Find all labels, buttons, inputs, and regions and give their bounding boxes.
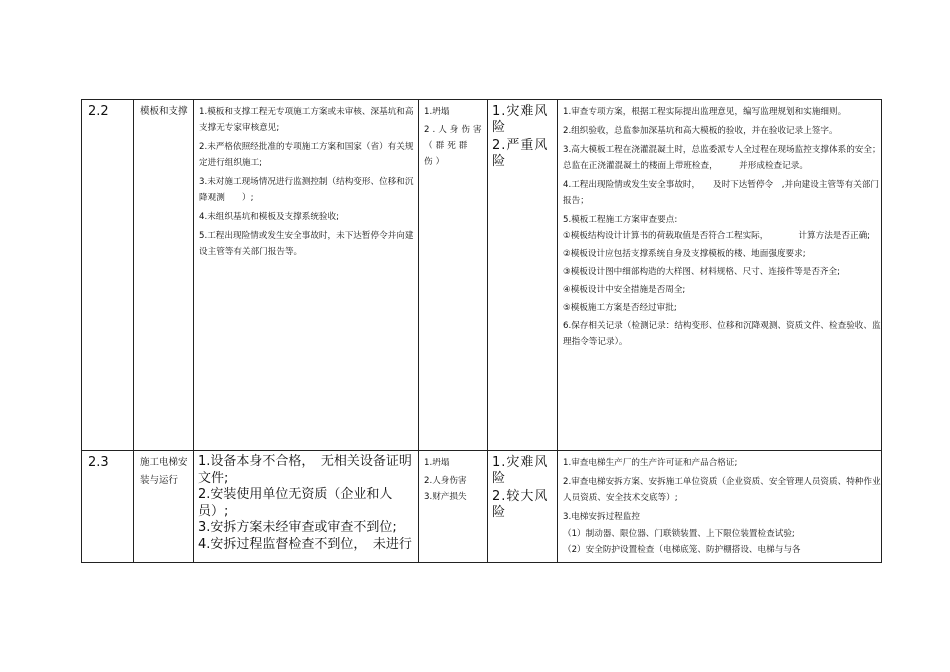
measure-cell bbox=[558, 100, 894, 451]
measure-item: ⑤模板施工方案是否经过审批; bbox=[563, 303, 677, 313]
risk-level-cell bbox=[488, 100, 558, 451]
measure-item: 1.审查专项方案，根据工程实际提出监理意见，编写监理规划和实施细则。 bbox=[563, 107, 847, 117]
hazard-name: 模板和支撑 bbox=[134, 100, 194, 451]
danger-item: 3.未对施工现场情况进行监测控制（结构变形、位移和沉降观测 ）; bbox=[199, 177, 414, 203]
consequence-cell bbox=[419, 451, 488, 563]
danger-item: 1.模板和支撑工程无专项施工方案或未审核、深基坑和高支撑无专家审核意见; bbox=[199, 107, 414, 133]
risk-table bbox=[81, 99, 894, 563]
measure-item: 1.审查电梯生产厂的生产许可证和产品合格证; bbox=[563, 458, 738, 468]
consequence-item: 3.财产损失 bbox=[424, 492, 467, 502]
risk-level-cell bbox=[488, 451, 558, 563]
table-row-2-3 bbox=[82, 451, 882, 563]
danger-item: 4.未组织基坑和模板及支撑系统验收; bbox=[199, 212, 340, 222]
danger-item: 4.安拆过程监督检查不到位， 未进行 bbox=[198, 536, 412, 552]
risk-level-item: 2.严重风险 bbox=[492, 138, 549, 169]
danger-item: 1.设备本身不合格， 无相关设备证明文件; bbox=[198, 454, 412, 486]
table-row-2-2 bbox=[82, 100, 882, 451]
measure-cell bbox=[558, 451, 882, 563]
danger-item: 5.工程出现险情或发生安全事故时，未下达暂停令并向建设主管等有关部门报告等。 bbox=[199, 231, 414, 257]
consequence-item: 2.人身伤害（群死群伤） bbox=[424, 125, 485, 167]
measure-item: （1）制动器、限位器、门联锁装置、上下限位装置检查试验; bbox=[563, 529, 795, 539]
consequence-item: 1.坍塌 bbox=[424, 107, 450, 117]
measure-item: 3.电梯安拆过程监控 bbox=[563, 512, 640, 522]
measure-clip bbox=[558, 451, 881, 561]
danger-cell bbox=[194, 451, 419, 563]
measure-item: 6.保存相关记录（检测记录：结构变形、位移和沉降观测、资质文件、检查验收、监理指令等记录）。 bbox=[563, 321, 881, 347]
measure-item: ④模板设计中安全措施是否周全; bbox=[563, 285, 686, 295]
measure-item: ③模板设计图中细部构造的大样图、材料规格、尺寸、连接件等是否齐全; bbox=[563, 267, 841, 277]
measure-item: 2.组织验收，总监参加深基坑和高大模板的验收，并在验收记录上签字。 bbox=[563, 126, 838, 136]
danger-item: 2.未严格依照经批准的专项施工方案和国家（省）有关规定进行组织施工; bbox=[199, 142, 414, 168]
measure-item: ②模板设计应包括支撑系统自身及支撑模板的楼、地面强度要求; bbox=[563, 249, 806, 259]
consequence-item: 2.人身伤害 bbox=[424, 476, 467, 486]
measure-item: 3.高大模板工程在浇灌混凝土时，总监委派专人全过程在现场监控支撑体系的安全； 总监在正浇灌混凝土的楼面上带班检查， 并形成检查记录。 bbox=[563, 145, 894, 171]
measure-item: 2.审查电梯安拆方案、安拆施工单位资质（企业资质、安全管理人员资质、特种作业人员资质、安全技术交底等）; bbox=[563, 477, 881, 503]
row-number: 2.2 bbox=[82, 100, 134, 451]
danger-cell bbox=[194, 100, 419, 451]
measure-item: 5.模板工程施工方案审查要点: bbox=[563, 215, 678, 225]
risk-level-item: 1.灾难风险 bbox=[492, 104, 549, 135]
consequence-item: 1.坍塌 bbox=[424, 458, 450, 468]
risk-level-item: 1.灾难风险 bbox=[492, 455, 549, 486]
measure-item: ①模板结构设计计算书的荷载取值是否符合工程实际， 计算方法是否正确; bbox=[563, 231, 871, 241]
measure-item: （2）安全防护设置检查（电梯底笼、防护棚搭设、电梯与与各 bbox=[563, 545, 801, 555]
measure-item: 4.工程出现险情或发生安全事故时， 及时下达暂停令 ,并向建设主管等有关部门报告； bbox=[563, 180, 880, 206]
risk-level-item: 2.较大风险 bbox=[492, 489, 549, 520]
row-number: 2.3 bbox=[82, 451, 134, 563]
consequence-cell bbox=[419, 100, 488, 451]
danger-item: 3.安拆方案未经审查或审查不到位; bbox=[198, 520, 397, 535]
hazard-name: 施工电梯安装与运行 bbox=[134, 451, 194, 563]
danger-item: 2.安装使用单位无资质（企业和人员）; bbox=[198, 487, 393, 519]
danger-clip bbox=[194, 451, 418, 561]
